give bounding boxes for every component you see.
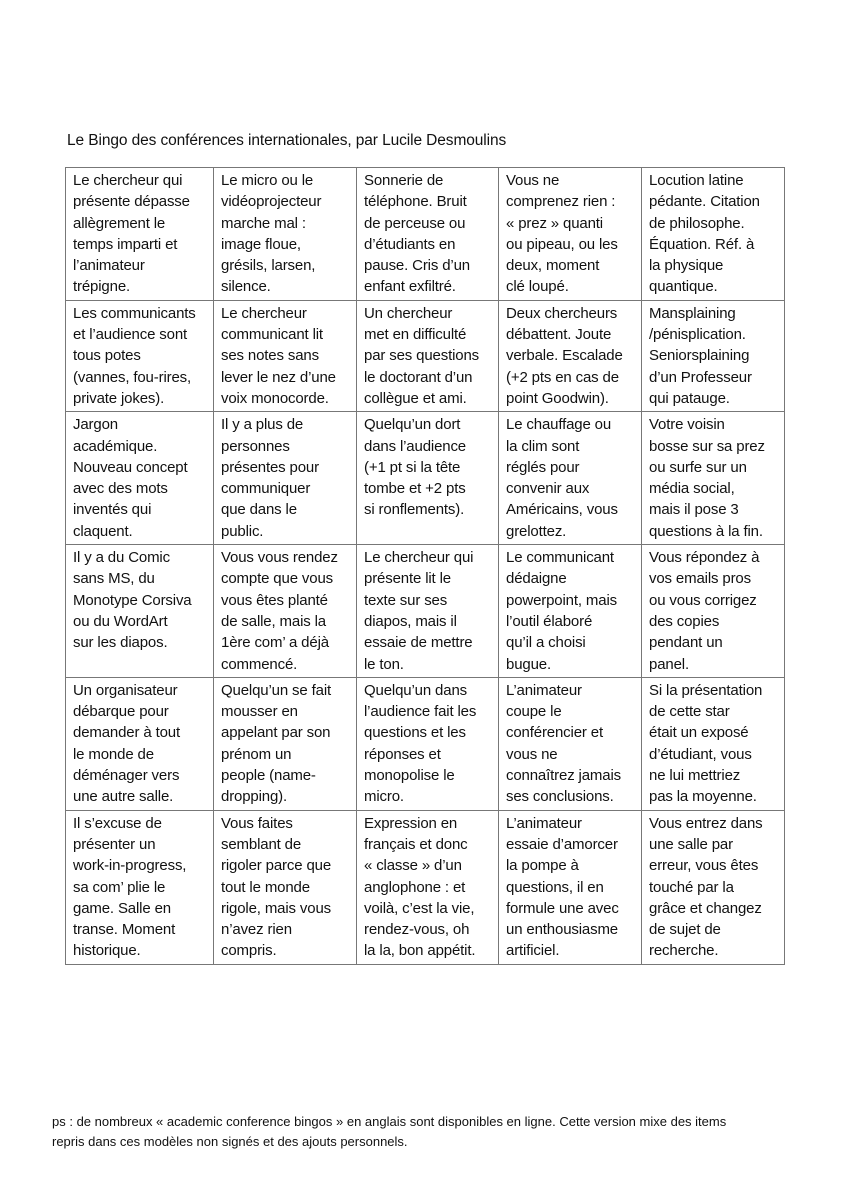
bingo-cell: Le micro ou le vidéoprojecteur marche mal : image floue, grésils, larsen, silence. [214,168,357,301]
table-row [66,810,785,964]
bingo-cell: Expression en français et donc « classe » d’un anglophone : et voilà, c’est la vie, rendez-vous, oh la la, bon appétit. [357,810,499,964]
bingo-cell: L’animateur essaie d’amorcer la pompe à questions, il en formule une avec un enthousiasme artificiel. [499,810,642,964]
bingo-cell: Quelqu’un se fait mousser en appelant par son prénom un people (name- dropping). [214,677,357,810]
bingo-table [65,167,785,965]
table-row [66,300,785,411]
bingo-cell: Un organisateur débarque pour demander à tout le monde de déménager vers une autre salle. [66,677,214,810]
bingo-cell: Le chercheur qui présente lit le texte sur ses diapos, mais il essaie de mettre le ton. [357,545,499,678]
bingo-cell: Vous vous rendez compte que vous vous êtes planté de salle, mais la 1ère com’ a déjà commencé. [214,545,357,678]
bingo-cell: Le communicant dédaigne powerpoint, mais l’outil élaboré qu’il a choisi bugue. [499,545,642,678]
bingo-cell: Locution latine pédante. Citation de philosophe. Équation. Réf. à la physique quantique. [642,168,785,301]
table-row [66,412,785,545]
bingo-cell: Il y a du Comic sans MS, du Monotype Corsiva ou du WordArt sur les diapos. [66,545,214,678]
bingo-cell: Vous ne comprenez rien : « prez » quanti ou pipeau, ou les deux, moment clé loupé. [499,168,642,301]
bingo-cell: Sonnerie de téléphone. Bruit de perceuse ou d’étudiants en pause. Cris d’un enfant exfiltré. [357,168,499,301]
bingo-cell: Vous faites semblant de rigoler parce que tout le monde rigole, mais vous n’avez rien compris. [214,810,357,964]
bingo-cell: Si la présentation de cette star était un exposé d’étudiant, vous ne lui mettriez pas la moyenne. [642,677,785,810]
bingo-cell: Vous entrez dans une salle par erreur, vous êtes touché par la grâce et changez de sujet de recherche. [642,810,785,964]
bingo-cell: Le chercheur qui présente dépasse allègrement le temps imparti et l’animateur trépigne. [66,168,214,301]
bingo-cell: L’animateur coupe le conférencier et vous ne connaîtrez jamais ses conclusions. [499,677,642,810]
bingo-cell: Le chercheur communicant lit ses notes sans lever le nez d’une voix monocorde. [214,300,357,411]
bingo-cell: Les communicants et l’audience sont tous potes (vannes, fou-rires, private jokes). [66,300,214,411]
bingo-cell: Votre voisin bosse sur sa prez ou surfe sur un média social, mais il pose 3 questions à la fin. [642,412,785,545]
bingo-cell: Un chercheur met en difficulté par ses questions le doctorant d’un collègue et ami. [357,300,499,411]
table-row [66,168,785,301]
bingo-cell: Quelqu’un dort dans l’audience (+1 pt si la tête tombe et +2 pts si ronflements). [357,412,499,545]
bingo-cell: Il y a plus de personnes présentes pour communiquer que dans le public. [214,412,357,545]
document-title: Le Bingo des conférences internationales, par Lucile Desmoulins [67,132,507,149]
table-row [66,545,785,678]
bingo-cell: Mansplaining /pénisplication. Seniorsplaining d’un Professeur qui patauge. [642,300,785,411]
bingo-cell: Il s’excuse de présenter un work-in-progress, sa com’ plie le game. Salle en transe. Moment historique. [66,810,214,964]
bingo-cell: Le chauffage ou la clim sont réglés pour convenir aux Américains, vous grelottez. [499,412,642,545]
bingo-cell: Jargon académique. Nouveau concept avec des mots inventés qui claquent. [66,412,214,545]
bingo-cell: Deux chercheurs débattent. Joute verbale. Escalade (+2 pts en cas de point Goodwin). [499,300,642,411]
bingo-cell: Quelqu’un dans l’audience fait les questions et les réponses et monopolise le micro. [357,677,499,810]
footnote: ps : de nombreux « academic conference bingos » en anglais sont disponibles en ligne. Cette version mixe des items repris dans ces modèles non signés et des ajouts personnels. [52,1114,727,1149]
table-row [66,677,785,810]
bingo-cell: Vous répondez à vos emails pros ou vous corrigez des copies pendant un panel. [642,545,785,678]
